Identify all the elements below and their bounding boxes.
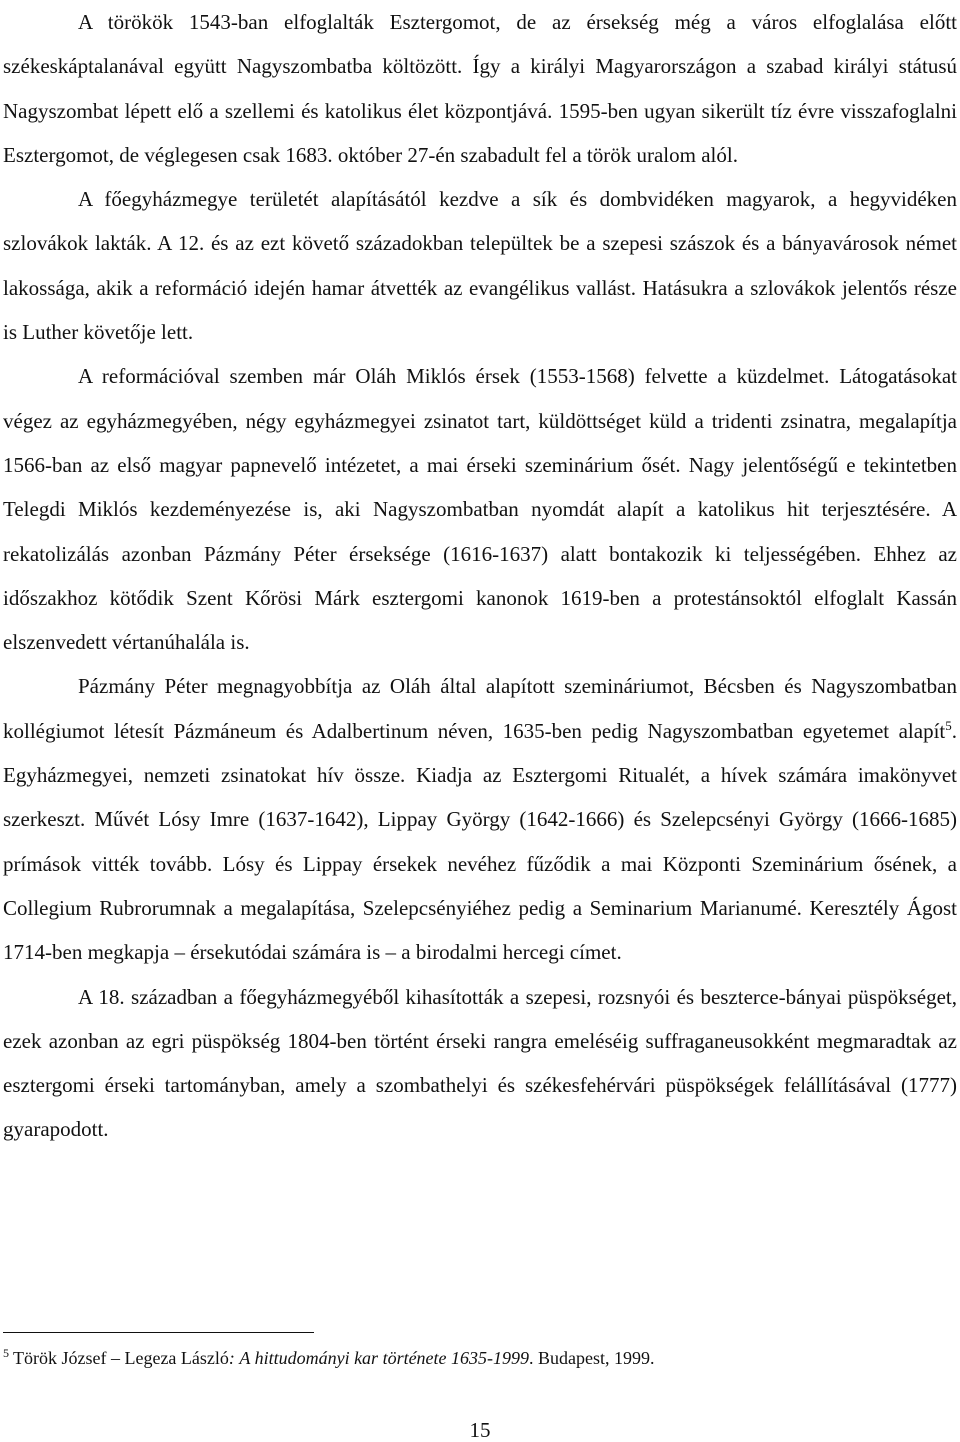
paragraph-text: Pázmány Péter megnagyobbítja az Oláh által alapított szemináriumot, Bécsben és Nagyszombatban kollégiumot létesít Pázmáneum és Adalbertinum néven, 1635-ben pedig Nagyszombatban egyetemet alapít [3,674,957,743]
paragraph-text: . Egyházmegyei, nemzeti zsinatokat hív össze. Kiadja az Esztergomi Ritualét, a hívek számára imakönyvet szerkeszt. Művét Lósy Imre (1637-1642), Lippay György (1642-1666) és Szelepcsényi György (1666-1685) prímások vitték tovább. Lósy és Lippay érsekek nevéhez fűződik a mai Központi Szeminárium ősének, a Collegium Rubrorumnak a megalapítása, Szelepcsényiéhez pedig a Seminarium Marianumé. Keresztély Ágost 1714-ben megkapja – érsekutódai számára is – a birodalmi hercegi címet. [3,718,957,965]
footnote-mark: 5 [3,1346,9,1360]
paragraph: A 18. században a főegyházmegyéből kihasították a szepesi, rozsnyói és beszterce-bányai püspökséget, ezek azonban az egri püspökség 1804-ben történt érseki rangra emeléséig suffraganeusokként megmaradtak az esztergomi érseki tartományban, amely a szombathelyi és székesfehérvári püspökségek felállításával (1777) gyarapodott. [3,984,957,1142]
paragraph [3,664,957,974]
footnote-colon: : [228,1348,235,1368]
paragraph: A törökök 1543-ban elfoglalták Esztergomot, de az érsekség még a város elfoglalása előtt székeskáptalanával együtt Nagyszombatba költözött. Így a királyi Magyarországon a szabad királyi státusú Nagyszombat lépett elő a szellemi és katolikus élet központjává. 1595-ben ugyan sikerült tíz évre visszafoglalni Esztergomot, de véglegesen csak 1683. október 27-én szabadult fel a török uralom alól. [3,10,957,167]
footnote-publication: . Budapest, 1999. [529,1348,655,1368]
footnote [3,1346,957,1370]
footnote-separator [3,1332,314,1333]
footnote-reference[interactable]: 5 [945,717,952,733]
footnote-title: A hittudományi kar története 1635-1999 [239,1348,530,1368]
paragraph: A reformációval szemben már Oláh Miklós érsek (1553-1568) felvette a küzdelmet. Látogatásokat végez az egyházmegyében, négy egyházmegyei zsinatot tart, küldöttséget küld a tridenti zsinatra, megalapítja 1566-ban az első magyar papnevelő intézetet, a mai érseki szeminárium ősét. Nagy jelentőségű e tekintetben Telegdi Miklós kezdeményezése is, aki Nagyszombatban nyomdát alapít a katolikus hit terjesztésére. A rekatolizálás azonban Pázmány Péter érseksége (1616-1637) alatt bontakozik ki teljességében. Ehhez az időszakhoz kötődik Szent Kőrösi Márk esztergomi kanonok 1619-ben a protestánsoktól elfoglalt Kassán elszenvedett vértanúhalála is. [3,364,957,655]
page-number: 15 [469,1418,491,1442]
footnote-authors: Török József – Legeza László [13,1348,229,1368]
body-text [3,0,957,1152]
paragraph: A főegyházmegye területét alapításától kezdve a sík és dombvidéken magyarok, a hegyvidéken szlovákok lakták. A 12. és az ezt követő századokban települtek be a szepesi szászok és a bányavárosok német lakossága, akik a reformáció idején hamar átvették az evangélikus vallást. Hatásukra a szlovákok jelentős része is Luther követője lett. [3,187,957,345]
